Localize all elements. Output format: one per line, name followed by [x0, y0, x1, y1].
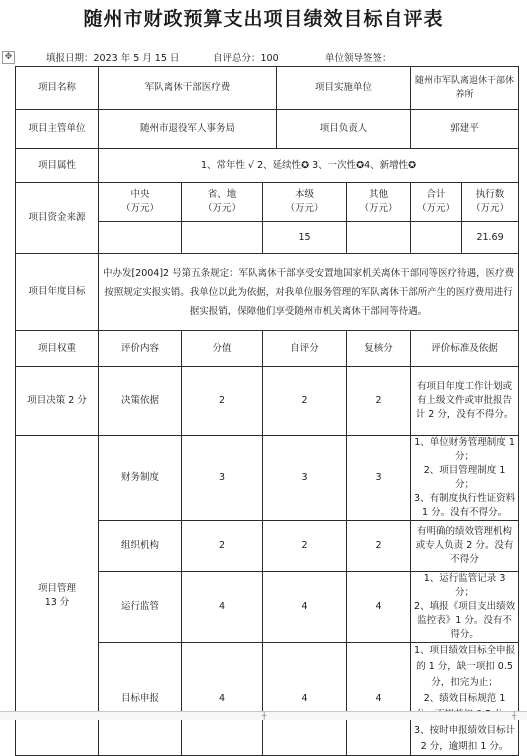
column-marker-icon[interactable]: ┼ [512, 712, 517, 720]
row-annual-goal [16, 254, 519, 331]
eval-content: 运行监管 [99, 572, 182, 643]
eval-header-criteria: 评价标准及依据 [411, 331, 519, 367]
eval-score: 3 [182, 436, 263, 521]
fill-date: 填报日期：2023 年 5 月 15 日 [46, 53, 180, 64]
eval-content: 财务制度 [99, 436, 182, 521]
funding-header-executed: 执行数 （万元） [462, 183, 519, 222]
eval-content: 目标申报 [99, 643, 182, 756]
eval-content: 组织机构 [99, 521, 182, 572]
eval-content: 决策依据 [99, 367, 182, 436]
eval-group-decision: 项目决策 2 分 [16, 367, 99, 436]
attr-label: 项目属性 [16, 149, 99, 183]
eval-self-score: 4 [263, 643, 347, 756]
eval-review-score: 2 [347, 367, 411, 436]
project-name-label: 项目名称 [16, 67, 99, 110]
annual-goal-label: 项目年度目标 [16, 254, 99, 331]
eval-criteria: 1、单位财务管理制度 1 分； 2、项目管理制度 1 分； 3、有制度执行性证资料 1 分。没有不得分。 [411, 436, 519, 521]
eval-self-score: 4 [263, 572, 347, 643]
evaluation-table [15, 66, 519, 756]
funding-value-local: 15 [263, 222, 347, 254]
total-score: 自评总分：100 [213, 53, 279, 64]
leader-sign: 单位领导签签： [325, 53, 392, 64]
row-eval-finance [16, 436, 519, 521]
funding-value-province [182, 222, 263, 254]
eval-review-score: 4 [347, 643, 411, 756]
eval-self-score: 3 [263, 436, 347, 521]
eval-header-self: 自评分 [263, 331, 347, 367]
funding-label: 项目资金来源 [16, 183, 99, 254]
person-value: 郭建平 [411, 110, 519, 149]
annual-goal-value: 中办发[2004]2 号第五条规定：军队离休干部享受安置地国家机关离休干部同等医疗待遇，医疗费按照规定实报实销。我单位以此为依据，对我单位服务管理的军队离休干部所产生的医疗费用进行据实报销，保障他们享受随州市机关离休干部同等待遇。 [99, 254, 519, 331]
eval-score: 4 [182, 572, 263, 643]
funding-value-total [411, 222, 462, 254]
report-meta [0, 50, 527, 64]
funding-header-total: 合计 （万元） [411, 183, 462, 222]
eval-criteria: 有明确的绩效管理机构或专人负责 2 分。没有不得分 [411, 521, 519, 572]
supervisor-label: 项目主管单位 [16, 110, 99, 149]
funding-header-central: 中央 （万元） [99, 183, 182, 222]
funding-value-executed: 21.69 [462, 222, 519, 254]
eval-criteria: 有项目年度工作计划或有上级文件或审批报告计 2 分，没有不得分。 [411, 367, 519, 436]
eval-criteria: 1、运行监管记录 3 分； 2、填报《项目支出绩效监控表》1 分。没有不得分。 [411, 572, 519, 643]
eval-header-review: 复核分 [347, 331, 411, 367]
attr-value: 1、常年性 √ 2、延续性✪ 3、一次性✪4、新增性✪ [99, 149, 519, 183]
eval-self-score: 2 [263, 521, 347, 572]
row-attribute [16, 149, 519, 183]
row-eval-decision [16, 367, 519, 436]
eval-self-score: 2 [263, 367, 347, 436]
eval-score: 4 [182, 643, 263, 756]
eval-header-weight: 项目权重 [16, 331, 99, 367]
row-project-name [16, 67, 519, 110]
person-label: 项目负责人 [277, 110, 411, 149]
supervisor-value: 随州市退役军人事务局 [99, 110, 277, 149]
eval-group-management: 项目管理 13 分 [16, 436, 99, 756]
funding-header-province: 省、地 （万元） [182, 183, 263, 222]
row-funding-headers [16, 183, 519, 222]
eval-score: 2 [182, 521, 263, 572]
eval-review-score: 4 [347, 572, 411, 643]
row-supervisor [16, 110, 519, 149]
eval-header-score: 分值 [182, 331, 263, 367]
eval-header-content: 评价内容 [99, 331, 182, 367]
funding-header-local: 本级 （万元） [263, 183, 347, 222]
page-title: 随州市财政预算支出项目绩效目标自评表 [83, 8, 444, 30]
project-name-value: 军队离休干部医疗费 [99, 67, 277, 110]
eval-review-score: 3 [347, 436, 411, 521]
row-eval-headers [16, 331, 519, 367]
funding-value-other [347, 222, 411, 254]
eval-review-score: 2 [347, 521, 411, 572]
eval-criteria: 1、项目绩效目标全申报的 1 分，缺一项扣 0.5 分，扣完为止； 2、绩效目标规范 1 3、按时申报绩效目标计 2 分，逾期扣 1 分。 [411, 643, 519, 756]
table-move-handle-icon[interactable]: ✥ [2, 51, 15, 64]
eval-score: 2 [182, 367, 263, 436]
funding-value-central [99, 222, 182, 254]
column-marker-icon[interactable]: ┼ [262, 712, 267, 720]
impl-unit-label: 项目实施单位 [277, 67, 411, 110]
funding-header-other: 其他 （万元） [347, 183, 411, 222]
impl-unit-value: 随州市军队离退休干部休养所 [411, 67, 519, 110]
